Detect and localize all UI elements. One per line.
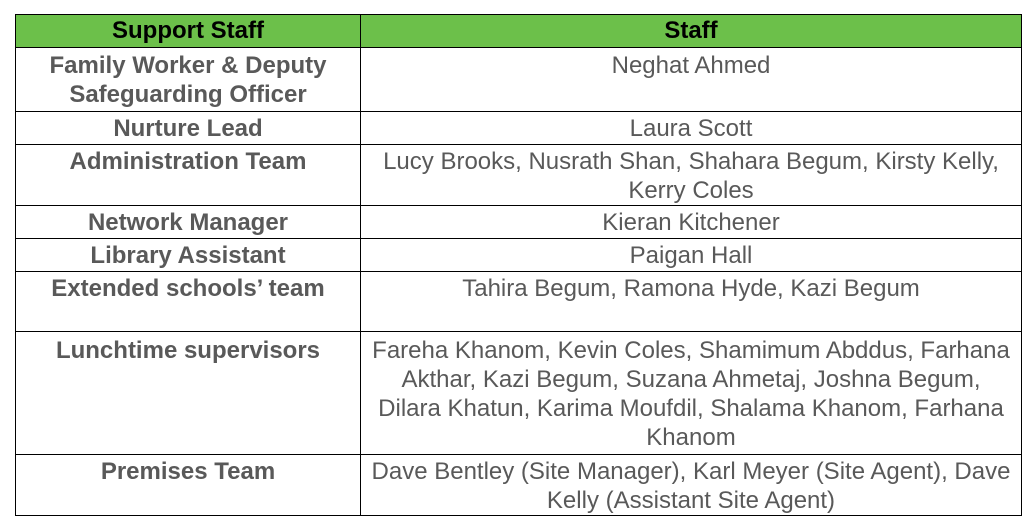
role-cell: Nurture Lead xyxy=(16,112,361,145)
table-row xyxy=(16,112,1022,145)
role-cell: Library Assistant xyxy=(16,239,361,272)
role-cell: Extended schools’ team xyxy=(16,272,361,332)
table-row xyxy=(16,145,1022,206)
role-cell: Lunchtime supervisors xyxy=(16,332,361,455)
header-support-staff: Support Staff xyxy=(16,15,361,48)
role-cell: Administration Team xyxy=(16,145,361,206)
role-cell: Premises Team xyxy=(16,455,361,516)
table-row xyxy=(16,239,1022,272)
staff-names-cell: Paigan Hall xyxy=(361,239,1022,272)
table-row xyxy=(16,48,1022,112)
staff-names-cell: Neghat Ahmed xyxy=(361,48,1022,112)
staff-names-cell: Laura Scott xyxy=(361,112,1022,145)
role-cell: Network Manager xyxy=(16,206,361,239)
header-staff: Staff xyxy=(361,15,1022,48)
role-cell: Family Worker & Deputy Safeguarding Officer xyxy=(16,48,361,112)
table-row xyxy=(16,455,1022,516)
staff-names-cell: Dave Bentley (Site Manager), Karl Meyer (Site Agent), Dave Kelly (Assistant Site Agent) xyxy=(361,455,1022,516)
staff-names-cell: Tahira Begum, Ramona Hyde, Kazi Begum xyxy=(361,272,1022,332)
support-staff-table xyxy=(15,14,1022,516)
staff-names-cell: Lucy Brooks, Nusrath Shan, Shahara Begum, Kirsty Kelly, Kerry Coles xyxy=(361,145,1022,206)
table-header-row xyxy=(16,15,1022,48)
table-row xyxy=(16,272,1022,332)
table-row xyxy=(16,206,1022,239)
staff-names-cell: Kieran Kitchener xyxy=(361,206,1022,239)
staff-names-cell: Fareha Khanom, Kevin Coles, Shamimum Abddus, Farhana Akthar, Kazi Begum, Suzana Ahmetaj, Joshna Begum, Dilara Khatun, Karima Moufdil, Shalama Khanom, Farhana Khanom xyxy=(361,332,1022,455)
table-row xyxy=(16,332,1022,455)
